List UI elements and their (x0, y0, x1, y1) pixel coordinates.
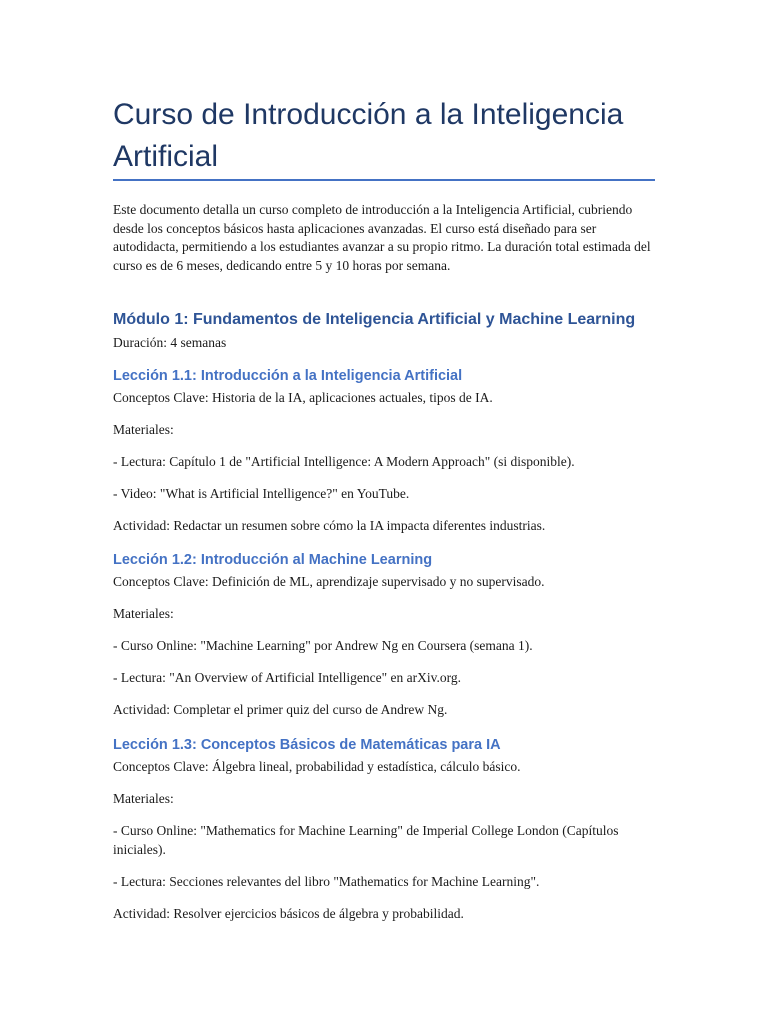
lesson-1-1-concepts: Conceptos Clave: Historia de la IA, aplicaciones actuales, tipos de IA. (113, 390, 493, 405)
document-title: Curso de Introducción a la Inteligencia Artificial (113, 98, 624, 173)
lesson-1-3-activity: Actividad: Resolver ejercicios básicos de álgebra y probabilidad. (113, 906, 464, 921)
lesson-1-1-materials-label: Materiales: (113, 422, 174, 437)
intro-paragraph: Este documento detalla un curso completo de introducción a la Inteligencia Artificial, cubriendo desde los conceptos básicos hasta aplicaciones avanzadas. El curso está diseñado para ser autodidacta, permitiendo a los estudiantes avanzar a su propio ritmo. La duración total estimada del curso es de 6 meses, dedicando entre 5 y 10 horas por semana. (113, 202, 651, 273)
lesson-1-2-heading: Lección 1.2: Introducción al Machine Learning (113, 552, 433, 568)
lesson-1-3-materials-label: Materiales: (113, 791, 174, 806)
module-1-duration: Duración: 4 semanas (113, 335, 227, 350)
lesson-1-1-heading: Lección 1.1: Introducción a la Inteligencia Artificial (113, 368, 463, 384)
lesson-1-1-activity: Actividad: Redactar un resumen sobre cómo la IA impacta diferentes industrias. (113, 518, 546, 533)
lesson-1-2-materials-label: Materiales: (113, 606, 174, 621)
lesson-1-2-material-2: - Lectura: "An Overview of Artificial Intelligence" en arXiv.org. (113, 670, 462, 685)
lesson-1-1-material-1: - Lectura: Capítulo 1 de "Artificial Intelligence: A Modern Approach" (si disponible). (113, 454, 575, 469)
lesson-1-3-material-1: - Curso Online: "Mathematics for Machine Learning" de Imperial College London (Capítulos iniciales). (113, 823, 619, 857)
lesson-1-3-concepts: Conceptos Clave: Álgebra lineal, probabilidad y estadística, cálculo básico. (113, 759, 521, 774)
module-1-heading: Módulo 1: Fundamentos de Inteligencia Artificial y Machine Learning (113, 311, 636, 328)
lesson-1-2-concepts: Conceptos Clave: Definición de ML, aprendizaje supervisado y no supervisado. (113, 574, 545, 589)
lesson-1-2-material-1: - Curso Online: "Machine Learning" por Andrew Ng en Coursera (semana 1). (113, 638, 533, 653)
lesson-1-2-activity: Actividad: Completar el primer quiz del curso de Andrew Ng. (113, 702, 448, 717)
lesson-1-1-material-2: - Video: "What is Artificial Intelligence?" en YouTube. (113, 486, 410, 501)
lesson-1-3-material-2: - Lectura: Secciones relevantes del libro "Mathematics for Machine Learning". (113, 874, 540, 889)
title-underline (113, 179, 655, 181)
lesson-1-3-heading: Lección 1.3: Conceptos Básicos de Matemáticas para IA (113, 737, 501, 753)
